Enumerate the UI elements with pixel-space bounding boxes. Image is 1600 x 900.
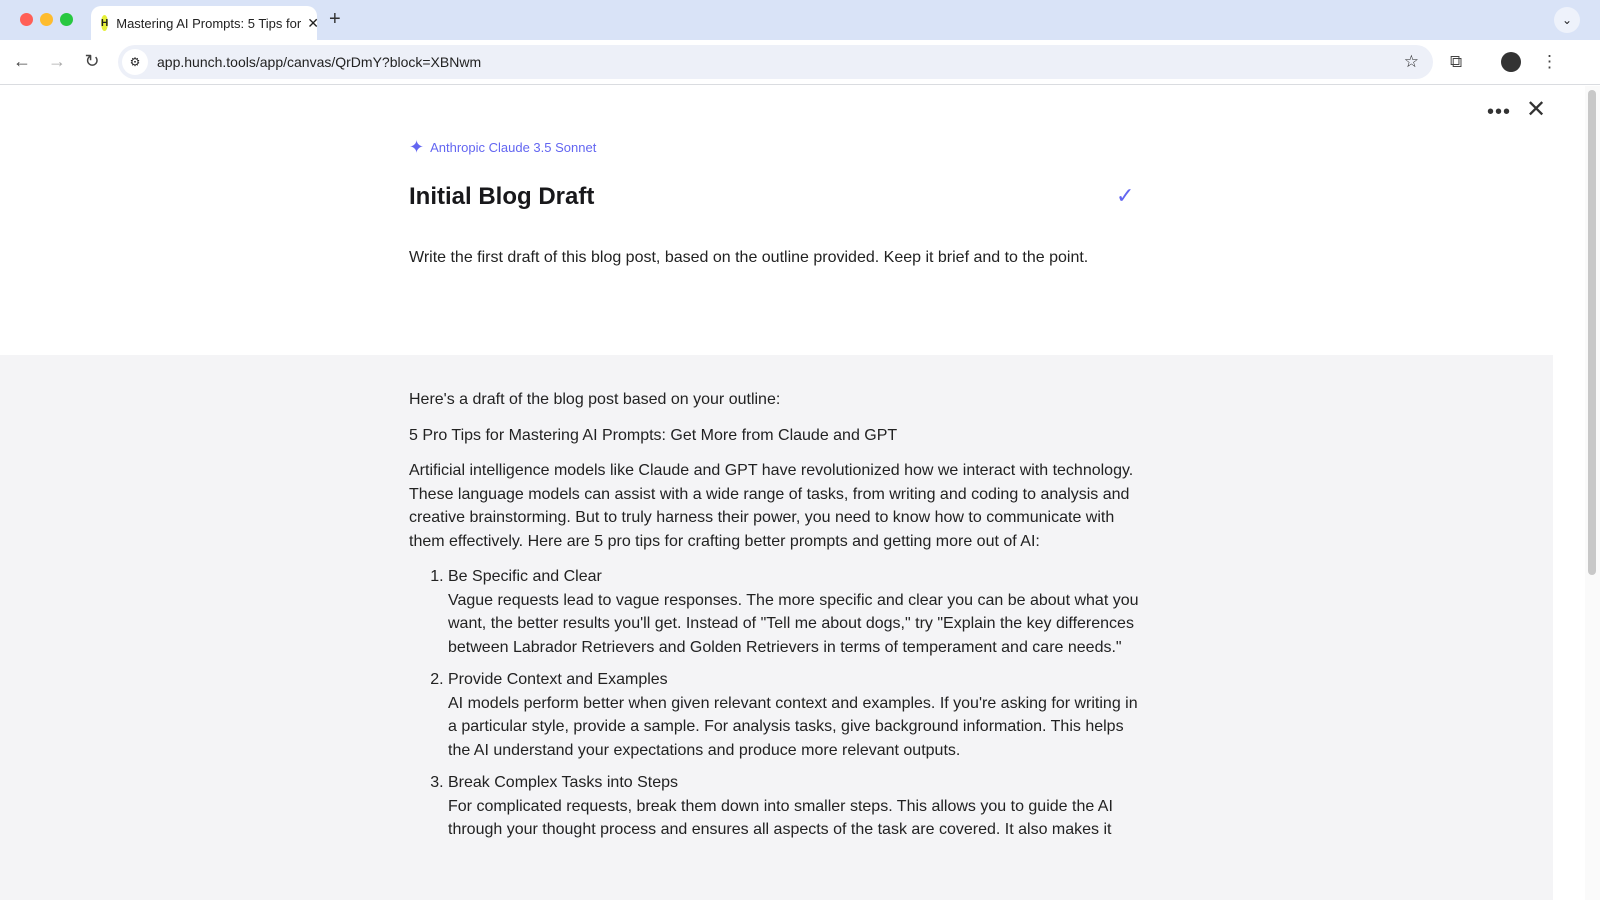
checkmark-icon[interactable]: ✓ bbox=[1116, 183, 1135, 208]
tip-title: 1. Be Specific and Clear bbox=[448, 568, 602, 585]
browser-toolbar bbox=[0, 40, 1600, 85]
scrollbar-thumb[interactable] bbox=[1588, 90, 1596, 575]
list-item bbox=[448, 565, 1149, 659]
close-tab-icon[interactable]: ✕ bbox=[307, 14, 319, 31]
tab-title: Mastering AI Prompts: 5 Tips for bbox=[116, 15, 302, 31]
list-item bbox=[448, 668, 1149, 762]
output-heading: 5 Pro Tips for Mastering AI Prompts: Get More from Claude and GPT bbox=[409, 426, 898, 444]
site-info-icon[interactable]: ⚙ bbox=[122, 49, 148, 75]
address-bar[interactable] bbox=[118, 45, 1433, 79]
browser-menu-icon[interactable]: ⋮ bbox=[1541, 52, 1558, 71]
scrollbar[interactable] bbox=[1585, 86, 1600, 900]
url-text[interactable]: app.hunch.tools/app/canvas/QrDmY?block=XBNwm bbox=[157, 54, 482, 70]
favicon-icon: H bbox=[101, 15, 108, 31]
prompt-panel bbox=[0, 85, 1600, 355]
sparkles-icon: ✦ bbox=[409, 137, 425, 157]
forward-icon[interactable]: → bbox=[48, 51, 66, 71]
block-title: Initial Blog Draft bbox=[409, 183, 595, 210]
browser-tab[interactable] bbox=[91, 6, 317, 40]
tips-list bbox=[409, 565, 1149, 842]
profile-avatar[interactable] bbox=[1501, 52, 1521, 72]
prompt-text: Write the first draft of this blog post, based on the outline provided. Keep it brief and to the point. bbox=[409, 249, 1089, 266]
more-options-icon[interactable]: ••• bbox=[1487, 101, 1512, 123]
output-intro: Here's a draft of the blog post based on your outline: bbox=[409, 391, 781, 408]
list-item bbox=[448, 771, 1149, 842]
model-label bbox=[409, 137, 596, 158]
output-area bbox=[0, 355, 1553, 900]
bookmark-star-icon[interactable]: ☆ bbox=[1403, 52, 1419, 71]
output-paragraph: Artificial intelligence models like Claude and GPT have revolutionized how we interact with technology. These language models can assist with a wide range of tasks, from writing and coding to analysis and creative brainstorming. But to truly harness their power, you need to know how to communicate with them effectively. Here are 5 pro tips for crafting better prompts and getting more out of AI: bbox=[409, 462, 1134, 550]
minimize-window-button[interactable] bbox=[40, 13, 53, 26]
tip-body: For complicated requests, break them down into smaller steps. This allows you to guide the AI through your thought process and ensures all aspects of the task are covered. It also makes it bbox=[448, 797, 1113, 838]
close-window-button[interactable] bbox=[20, 13, 33, 26]
new-tab-button[interactable]: + bbox=[329, 8, 341, 30]
tab-strip bbox=[0, 0, 1600, 40]
tip-body: Vague requests lead to vague responses. The more specific and clear you can be about what you want, the better results you'll get. Instead of "Tell me about dogs," try "Explain the key differences between Labrador Retrievers and Golden Retrievers in terms of temperament and care needs." bbox=[448, 591, 1139, 656]
close-panel-icon[interactable]: ✕ bbox=[1526, 96, 1547, 123]
tip-title: 2. Provide Context and Examples bbox=[448, 671, 668, 688]
reload-icon[interactable]: ↻ bbox=[84, 51, 100, 71]
model-name: Anthropic Claude 3.5 Sonnet bbox=[430, 140, 597, 155]
tip-title: 3. Break Complex Tasks into Steps bbox=[448, 774, 679, 791]
tab-search-chevron-icon[interactable]: ⌄ bbox=[1554, 7, 1580, 33]
back-icon[interactable]: ← bbox=[13, 51, 31, 71]
extensions-icon[interactable]: ⧉ bbox=[1450, 52, 1463, 71]
tip-body: AI models perform better when given relevant context and examples. If you're asking for writing in a particular style, provide a sample. For analysis tasks, give background information. This helps the AI understand your expectations and produce more relevant outputs. bbox=[448, 694, 1138, 759]
maximize-window-button[interactable] bbox=[60, 13, 73, 26]
